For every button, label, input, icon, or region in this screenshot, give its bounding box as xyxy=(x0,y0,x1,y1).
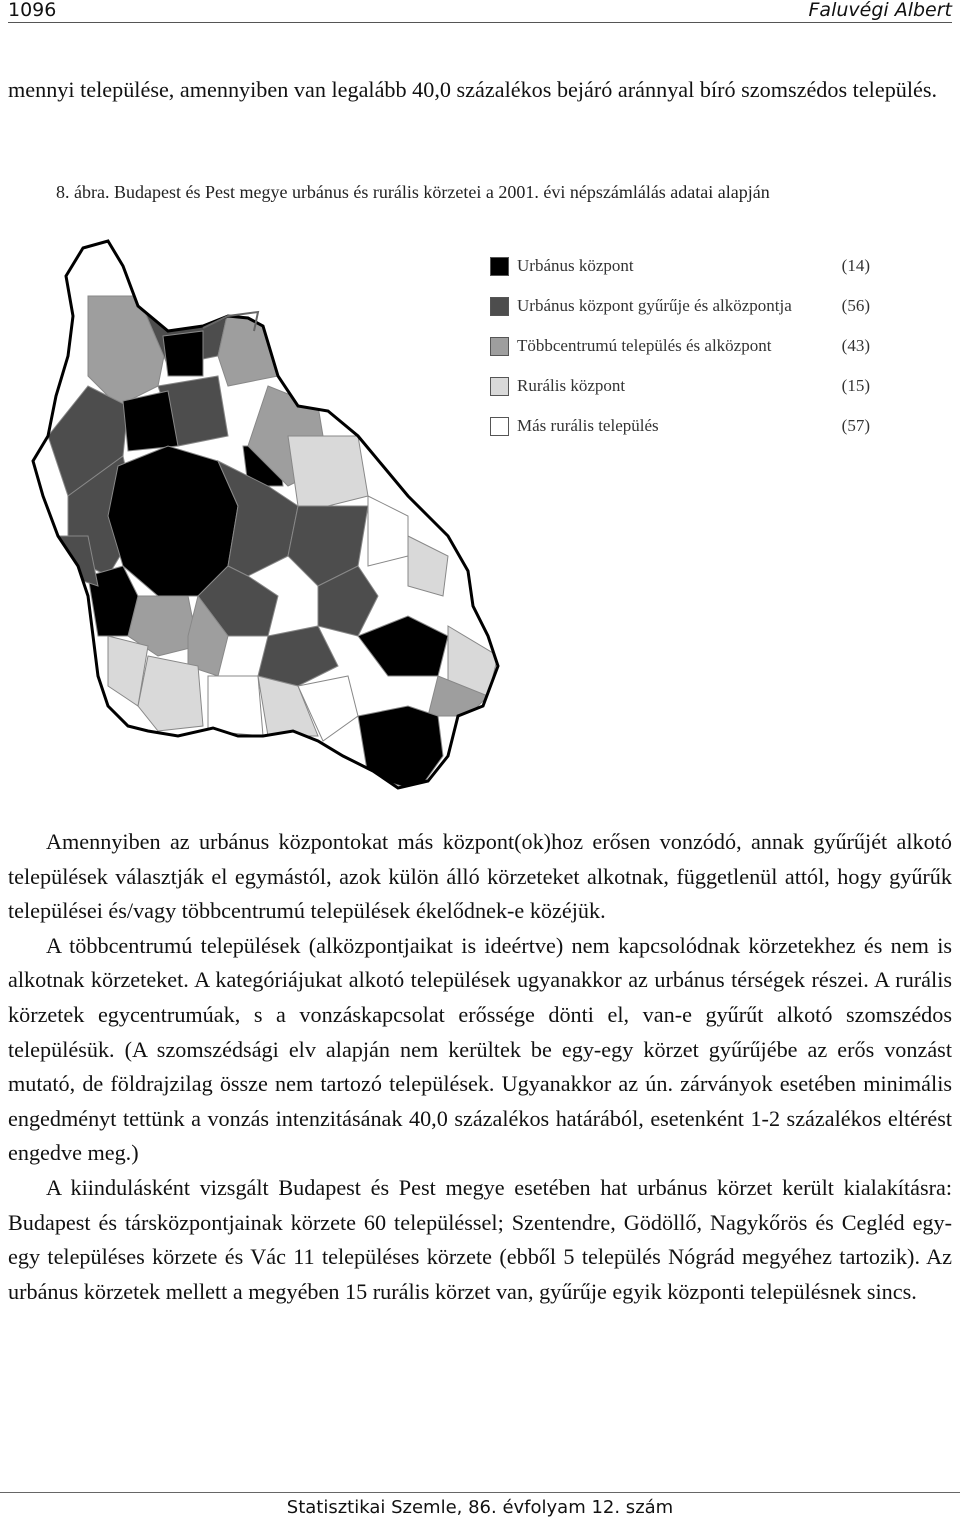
page-number: 1096 xyxy=(8,0,57,21)
legend-label: Többcentrumú település és alközpont xyxy=(517,336,772,355)
body-paragraph-3: A kiindulásként vizsgált Budapest és Pest megye esetében hat urbánus körzet került kialakításra: Budapest és társközpontjainak körzete 60 településsel; Szentendre, Gödöllő, Nagykőrös és Cegléd egy-egy településes körzete és Vác 11 településes körzete (ebből 5 település Nógrád megyéhez tartozik). Az urbánus körzetek mellett a megyében 15 rurális körzet van, gyűrűje egyik központi településnek sincs. xyxy=(8,1174,952,1304)
legend-swatch-other-rural xyxy=(490,417,509,436)
legend-swatch-multicentric xyxy=(490,337,509,356)
legend-count: (56) xyxy=(841,296,870,315)
body-paragraph-2: A többcentrumú települések (alközpontjaikat is ideértve) nem kapcsolódnak körzetekhez és nem is alkotnak körzeteket. A kategóriájukat alkotó települések ugyanakkor az urbánus térségek részei. A rurális körzetek egycentrumúak, s a vonzáskapcsolat erőssége dönti el, van-e gyűrűt alkotó szomszédos településük. (A szomszédsági elv alapján nem kerültek be egy-egy körzet gyűrűjébe az erős vonzást mutató, de földrajzilag össze nem tartozó települések. Ugyanakkor az ún. zárványok esetében minimális engedményt tettünk a vonzás intenzitásának 40,0 százalékos határából, esetenként 1-2 százalékos eltérést engedve meg.) xyxy=(8,932,952,1166)
intro-paragraph: mennyi települése, amennyiben van legalább 40,0 százalékos bejáró aránnyal bíró szomszédos település. xyxy=(8,77,938,102)
map-legend xyxy=(490,246,875,446)
legend-count: (15) xyxy=(841,376,870,395)
pest-county-map-svg xyxy=(28,236,518,796)
legend-item xyxy=(490,406,875,446)
legend-count: (57) xyxy=(841,416,870,435)
legend-item xyxy=(490,246,875,286)
running-author: Faluvégi Albert xyxy=(808,0,952,21)
legend-swatch-urban-ring xyxy=(490,297,509,316)
legend-label: Urbánus központ gyűrűje és alközpontja xyxy=(517,296,792,315)
legend-count: (43) xyxy=(841,336,870,355)
legend-swatch-urban-center xyxy=(490,257,509,276)
legend-label: Más rurális település xyxy=(517,416,659,435)
legend-label: Rurális központ xyxy=(517,376,626,395)
legend-item xyxy=(490,366,875,406)
page-header xyxy=(8,0,952,23)
page-footer: Statisztikai Szemle, 86. évfolyam 12. szám xyxy=(0,1492,960,1521)
legend-swatch-rural-center xyxy=(490,377,509,396)
legend-label: Urbánus központ xyxy=(517,256,634,275)
legend-count: (14) xyxy=(841,256,870,275)
body-paragraph-1: Amennyiben az urbánus központokat más központ(ok)hoz erősen vonzódó, annak gyűrűjét alkotó települések választják el egymástól, azok külön álló körzeteket alkotnak, függetlenül attól, hogy gyűrűk települései és/vagy többcentrumú települések ékelődnek-e közéjük. xyxy=(8,829,952,924)
figure-caption: 8. ábra. Budapest és Pest megye urbánus és rurális körzetei a 2001. évi népszámlálás adatai alapján xyxy=(56,182,770,202)
body-text xyxy=(8,825,952,1309)
legend-item xyxy=(490,326,875,366)
legend-item xyxy=(490,286,875,326)
district-map xyxy=(28,236,518,796)
